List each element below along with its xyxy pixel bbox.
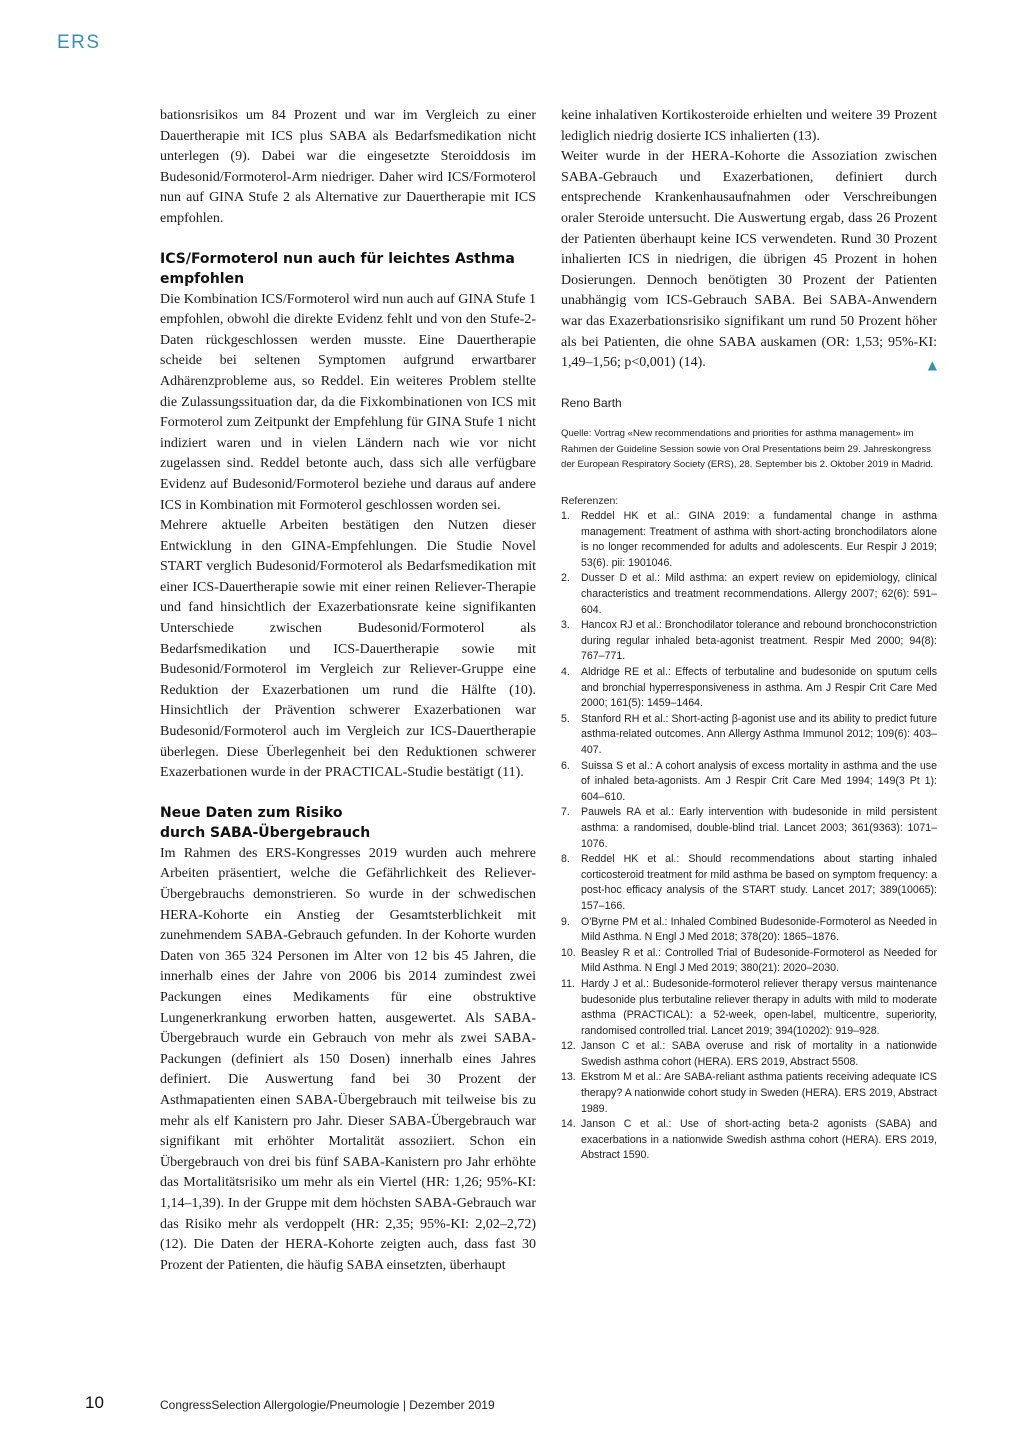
reference-item (561, 915, 937, 946)
reference-text: Ekstrom M et al.: Are SABA-reliant asthma patients receiving adequate ICS therapy? A nationwide cohort study in Sweden (HERA). ERS 2019, Abstract 1989. (581, 1071, 937, 1115)
reference-text: O'Byrne PM et al.: Inhaled Combined Budesonide-Formoterol as Needed in Mild Asthma. N Engl J Med 2018; 378(20): 1865–1876. (581, 915, 937, 944)
reference-item (561, 1117, 937, 1164)
reference-text: Reddel HK et al.: Should recommendations about starting inhaled corticosteroid treatment for mild asthma be based on symptom frequency: a post-hoc efficacy analysis of the START study. Lancet 2017; 389(10065): 157–166. (581, 853, 937, 912)
reference-item (561, 665, 937, 712)
reference-item (561, 852, 937, 914)
right-column (561, 106, 937, 1164)
left-column (160, 106, 536, 1276)
page-number: 10 (85, 1393, 104, 1412)
reference-number: 3. (561, 619, 570, 632)
reference-item (561, 977, 937, 1039)
source-note: Quelle: Vortrag «New recommendations and priorities for asthma management» im Rahmen der Guideline Session sowie von Oral Presentations beim 29. Jahreskongress der European Respiratory Society (ERS), 28. September bis 2. Oktober 2019 in Madrid. (561, 427, 934, 471)
reference-item (561, 1070, 937, 1117)
author-name: Reno Barth (561, 395, 622, 410)
body-paragraph: Im Rahmen des ERS-Kongresses 2019 wurden auch mehrere Arbeiten präsentiert, welche die Gefährlichkeit des Reliever-Übergebrauchs demonstrieren. So wurde in der schwedischen HERA-Kohorte ein Anstieg der Gesamtsterblichkeit mit zunehmendem SABA-Gebrauch gefunden. In der Kohorte wurden Daten von 365 324 Personen im Alter von 12 bis 45 Jahren, die innerhalb eines der Jahre von 2006 bis 2014 zumindest zwei Packungen eines Medikaments für eine obstruktive Lungenerkrankung erworben hatten, ausgewertet. Als SABA-Übergebrauch wurde ein Gebrauch von mehr als zwei SABA-Packungen (definiert als 150 Dosen) innerhalb eines Jahres definiert. Die Auswertung fand bei 30 Prozent der Asthmapatienten einen SABA-Übergebrauch mit teilweise bis zu mehr als elf Kanistern pro Jahr. Dieser SABA-Übergebrauch war signifikant mit erhöhter Mortalität assoziiert. Schon ein Übergebrauch von drei bis fünf SABA-Kanistern pro Jahr erhöhte das Mortalitätsrisiko um mehr als ein Viertel (HR: 1,26; 95%-KI: 1,14–1,39). In der Gruppe mit dem höchsten SABA-Gebrauch war das Risiko mehr als verdoppelt (HR: 2,35; 95%-KI: 2,02–2,72) (12). Die Daten der HERA-Kohorte zeigten auch, dass fast 30 Prozent der Patienten, die häufig SABA einsetzten, überhaupt (160, 845, 536, 1273)
reference-text: Stanford RH et al.: Short-acting β-agonist use and its ability to predict future asthma-related outcomes. Ann Allergy Asthma Immunol 2012; 109(6): 403–407. (581, 712, 937, 757)
body-paragraph: keine inhalativen Kortikosteroide erhielten und weitere 39 Prozent lediglich niedrig dosierte ICS inhalierten (13). (561, 108, 937, 144)
reference-number: 9. (561, 915, 570, 928)
reference-number: 14. (561, 1118, 576, 1131)
reference-item (561, 946, 937, 977)
reference-number: 4. (561, 666, 570, 679)
end-of-article-icon: ▲ (927, 358, 937, 373)
reference-number: 1. (561, 510, 570, 523)
reference-item (561, 509, 937, 571)
references-heading: Referenzen: (561, 495, 619, 508)
reference-number: 11. (561, 977, 575, 990)
reference-item (561, 571, 937, 618)
body-paragraph: bationsrisikos um 84 Prozent und war im Vergleich zu einer Dauertherapie mit ICS plus SABA als Bedarfsmedikation nicht unterlegen (9). Dabei war die eingesetzte Steroiddosis im Budesonid/Formoterol-Arm niedriger. Daher wird ICS/Formoterol nun auf GINA Stufe 2 als Alternative zur Dauertherapie mit ICS empfohlen. (160, 108, 536, 226)
body-paragraph (561, 147, 937, 374)
reference-text: Janson C et al.: SABA overuse and risk of mortality in a nationwide Swedish asthma cohort (HERA). ERS 2019, Abstract 5508. (581, 1040, 937, 1068)
heading-line: ICS/Formoterol nun auch für leichtes Asthma (160, 250, 515, 267)
reference-text: Hardy J et al.: Budesonide-formoterol reliever therapy versus maintenance budesonide plus terbutaline reliever therapy in adults with mild to moderate asthma (PRACTICAL): a 52-week, open-label, multicentre, superiority, randomised controlled trial. Lancet 2019; 394(10202): 919–928. (581, 977, 937, 1037)
reference-text: Suissa S et al.: A cohort analysis of excess mortality in asthma and the use of inhaled beta-agonists. Am J Respir Crit Care Med 1994; 149(3 Pt 1): 604–610. (581, 759, 937, 803)
reference-text: Janson C et al.: Use of short-acting beta-2 agonists (SABA) and exacerbations in a nationwide Swedish asthma cohort (HERA). ERS 2019, Abstract 1590. (581, 1118, 937, 1162)
reference-number: 6. (561, 759, 570, 772)
body-paragraph: Die Kombination ICS/Formoterol wird nun auch auf GINA Stufe 1 empfohlen, obwohl die direkte Evidenz fehlt und von den Stufe-2-Daten rückgeschlossen werden musste. Eine Dauertherapie scheide bei seltenen Symptomen aufgrund erwartbarer Adhärenzprobleme aus, so Reddel. Ein weiteres Problem stellte die Zulassungssituation dar, da die Fixkombinationen von ICS mit Formoterol zum Zeitpunkt der Empfehlung für GINA Stufe 1 nicht indiziert waren und in vielen Ländern nach wie vor nicht zugelassen sind. Reddel betonte auch, dass sich alle verfügbare Evidenz auf Budesonid/Formoterol beziehe und daraus auf andere ICS in Kombination mit Formoterol geschlossen worden sei. (160, 291, 537, 513)
heading-line: empfohlen (160, 271, 245, 288)
section-heading (160, 803, 536, 844)
reference-text: Reddel HK et al.: GINA 2019: a fundamental change in asthma management: Treatment of asthma with short-acting bronchodilators alone is no longer recommended for adults and adolescents. Eur Respir J 2019; 53(6). pii: 1901046. (581, 510, 937, 569)
section-tag: ERS (57, 32, 101, 53)
paragraph-text: Weiter wurde in der HERA-Kohorte die Assoziation zwischen SABA-Gebrauch und Exazerbationen, definiert durch entsprechende Krankenhausaufnahmen oder Verschreibungen oraler Steroide untersucht. Die Auswertung ergab, dass 26 Prozent der Patienten überhaupt keine ICS verwendeten. Rund 30 Prozent inhalierten ICS in niedrigen, die übrigen 45 Prozent in hohen Dosierungen. Dennoch benötigten 30 Prozent der Patienten unabhängig vom ICS-Gebrauch SABA. Bei SABA-Anwendern war das Exazerbationsrisiko signifikant um rund 50 Prozent höher als bei Patienten, die ohne SABA auskamen (OR: 1,53; 95%-KI: 1,49–1,56; p<0,001) (14). (561, 149, 937, 371)
reference-item (561, 712, 937, 759)
heading-line: durch SABA-Übergebrauch (160, 825, 371, 842)
reference-text: Aldridge RE et al.: Effects of terbutaline and budesonide on sputum cells and bronchial hyperresponsiveness in asthma. Am J Respir Crit Care Med 2000; 161(5): 1459–1464. (581, 666, 937, 710)
reference-number: 12. (561, 1040, 576, 1053)
reference-item (561, 759, 937, 806)
reference-text: Pauwels RA et al.: Early intervention with budesonide in mild persistent asthma: a randomised, double-blind trial. Lancet 2003; 361(9363): 1071–1076. (581, 806, 937, 850)
reference-text: Hancox RJ et al.: Bronchodilator tolerance and rebound bronchoconstriction during regular inhaled beta-agonist treatment. Respir Med 2000; 94(8): 767–771. (581, 619, 937, 663)
reference-text: Dusser D et al.: Mild asthma: an expert review on epidemiology, clinical characteristics and treatment recommendations. Allergy 2007; 62(6): 591–604. (581, 572, 937, 616)
references-list (561, 509, 937, 1164)
heading-line: Neue Daten zum Risiko (160, 804, 343, 821)
reference-number: 8. (561, 853, 570, 866)
reference-number: 5. (561, 712, 570, 725)
reference-item (561, 1039, 937, 1070)
reference-number: 7. (561, 806, 570, 819)
body-paragraph: Mehrere aktuelle Arbeiten bestätigen den Nutzen dieser Entwicklung in den GINA-Empfehlungen. Die Studie Novel START verglich Budesonid/Formoterol als Bedarfsmedikation mit einer ICS-Dauertherapie sowie mit einer reinen Reliever-Therapie und fand hinsichtlich der Exazerbationsrate keine signifikanten Unterschiede zwischen Budesonid/Formoterol als Bedarfsmedikation und ICS-Dauertherapie sowie mit Budesonid/Formoterol im Vergleich zur Reliever-Gruppe eine Reduktion der Exazerbationen um rund die Hälfte (10). Hinsichtlich der Prävention schwerer Exazerbationen war Budesonid/Formoterol auch im Vergleich zur ICS-Dauertherapie überlegen. Diese Überlegenheit bei den Reduktionen schwerer Exazerbationen wurde in der PRACTICAL-Studie bestätigt (11). (160, 518, 536, 781)
reference-item (561, 805, 937, 852)
section-heading (160, 249, 536, 290)
reference-number: 10. (561, 946, 576, 959)
reference-text: Beasley R et al.: Controlled Trial of Budesonide-Formoterol as Needed for Mild Asthma. N Engl J Med 2019; 380(21): 2020–2030. (581, 946, 937, 975)
reference-item (561, 618, 937, 665)
reference-number: 2. (561, 572, 570, 585)
reference-number: 13. (561, 1071, 576, 1084)
journal-footer: CongressSelection Allergologie/Pneumologie | Dezember 2019 (160, 1398, 495, 1412)
